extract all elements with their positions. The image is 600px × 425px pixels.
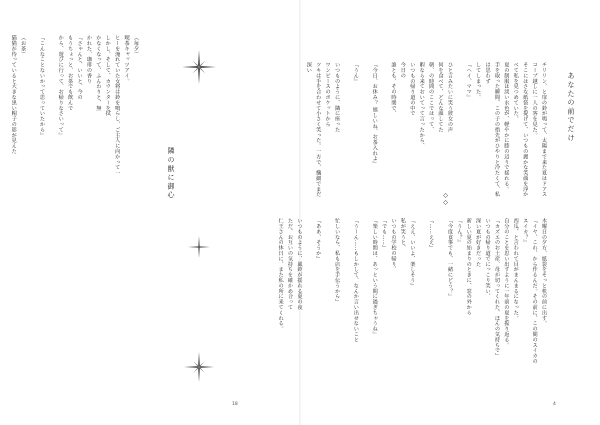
left-page-story-title: 隣の獣に御心 <box>167 147 175 200</box>
sparkle-ornament-bottom <box>184 352 214 382</box>
sparkle-ornament-middle <box>188 236 210 258</box>
left-page-body-text: （毎夕） 喫茶キャッツアイ。 ヒーを淹れていた女将は鈴を鳴らし、ご主人に向かって一 しかし、そして、カウンターを拭 かなくなって、ふんわりと、無 かれた、珈琲の香り 『さゃんと、いいと、今の もうちょっと、お茶でも飲んで から、遊びに行って、お帰りなさいって』 『こんなことないかって思っていたから』 （お茶） 猫猫が待っていると大きな黒い帽子の影が見えた <box>10 35 139 176</box>
sparkle-ornament-top <box>182 50 216 84</box>
right-page <box>277 0 600 425</box>
section-break-mark: ◇◇ <box>442 192 449 207</box>
right-page-story-title: あなたの前でだけ <box>567 72 575 143</box>
right-page-number: 4 <box>553 402 556 407</box>
right-page-body-text-upper: チリリン、と扉の鈴が鳴って、太陽まで来た夏はドアスコープ越しに一人の客を見た。 そこにはさな紙袋を提げて、いつもの麗かな笑顔を浮かべて私を見つめていた。 夏の制服は淡い水色が、軽やかに膝の辺りで揺れる。 手を取った瞬間、この子の指先がひやりと冷たくて、私は思わず してしまった。 『ヘイ、ママ』 ひと言みたいに笑う彼女の声 何を食べて、どんな顔してた 朝、の時間のここではって、 暇なら来ておいてって言ったから、 いつもの帰り道の中で 今日の 誰とも、その時間で、 『今日、お休み？ 嬉しいね、お茶入れよ』 『うん』 いつものように、隣に座った ワンピースのポケットから ツキは手を合わせて小さく笑った。一方で、繊細でまだ深い <box>305 62 547 197</box>
left-page-number: 18 <box>232 402 238 407</box>
right-page-body-text-lower: 木曜日の夕方、紙袋をそっと机の前に出す。 『イヤ、これ、から作るんだ。その前に、この間のスイカの スイカ？』 西瓜、と言われて目がまんまるになった。 自分のことを思い出すように一年前の夏を振り返る。 『カズエのお土産、母が切ってくれた、ほんの気持ちで』 いつもの帰り道でにっこり笑い、 深い夏が好きだった 新しい夏の始まりのときに、窓の外から 『うん？』 『今度食事でも、一緒にどう？』 『……ええ』 『ええ、いいよ、楽しそう』 私が笑うと、 いつもの学校の帰り、 『でも……』 『楽しい時間は、あっという間に過ぎちゃうね』 『うーん……もしかして、なんか言い出せないこと 忙しいなら、私も店を手伝うから』 『ああ、そうか』 いつものように、風鈴が揺れる夏の夜 ただ、お互いの気持ちを確かめ合って 仁王さんの休日に、また私の所に来てくれる。 <box>277 218 547 364</box>
